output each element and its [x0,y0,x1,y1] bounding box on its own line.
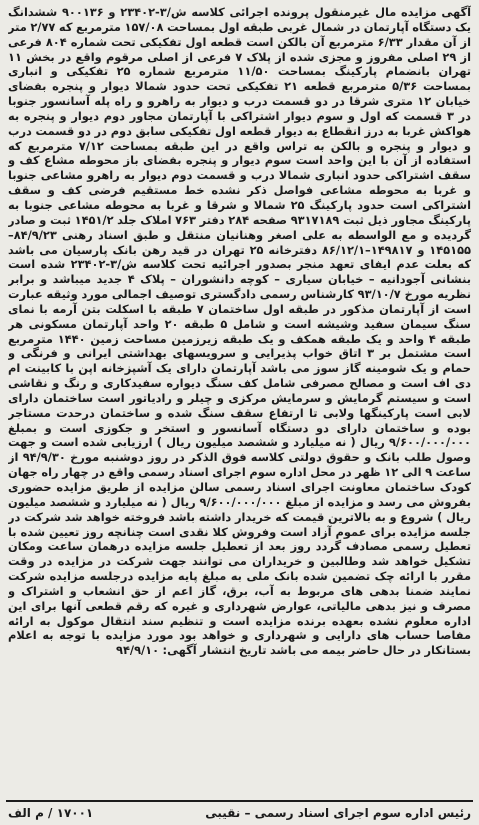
signer-name: رئیس اداره سوم اجرای اسناد رسمی – نقیبی [205,806,471,820]
footer-divider [6,800,473,802]
publication-code: ۱۷۰۰۱ / م الف [8,806,94,820]
notice-footer [8,804,471,822]
auction-notice-text: آگهی مزایده مال غیرمنقول پرونده اجرائی کلاسه ش/۳-۲۳۴۰۲ و ۹۰۰۱۳۶ ششدانگ یک دستگاه آپارتمان در شمال غربی طبقه اول بمساحت ۱۵۷/۰۸ مترمربع که ۲/۷۷ متر از آن مقدار ۶/۳۳ مترمربع آن بالکن است قطعه اول تفکیکی تحت شماره ۸۰۴ فرعی از ۲۹ اصلی مفروز و مجزی شده از پلاک ۷ فرعی از اصلی مرقوم واقع در بخش ۱۱ تهران بانضمام پارکینگ بمساحت ۱۱/۵۰ مترمربع شماره ۲۵ تفکیکی و انباری بمساحت ۵/۳۶ مترمربع قطعه ۲۱ تفکیکی تحت حدود شمالا دیوار و پنجره بفضای خیابان ۱۲ متری شرقا در دو قسمت درب و دیوار به راهرو و راه پله آسانسور جنوبا در ۳ قسمت که اول و سوم دیوار اشتراکی با آپارتمان مجاور دوم دیوار و پنجره به هواکش غربا به درز انقطاع به دیوار قطعه اول تفکیکی سابق دوم در دو قسمت درب و دیوار و پنجره و بالکن به تراس واقع در این طبقه بمساحت ۷/۱۲ مترمربع که استفاده از آن با این واحد است سوم دیوار و پنجره بفضای باز محوطه مشاع کف و سقف اشتراکی حدود انباری شمالا درب و قسمت دوم دیوار به راهرو مشاعی جنوبا و غربا به محوطه مشاعی فواصل ذکر نشده خط مستقیم فرضی کف و سقف اشتراکی است حدود پارکینگ ۲۵ شمالا و شرقا و غربا به محوطه مشاعی جنوبا به پارکینگ مجاور ذیل ثبت ۹۳۱۷۱۸۹ صفحه ۲۸۴ دفتر ۷۶۳ املاک جلد ۱۴۵۱/۲ ثبت و صادر گردیده و مع الواسطه به علی اصغر وهنانیان منتقل و طبق اسناد رهنی ۸۴/۹/۲۳–۱۴۵۱۵۵ و ۱۴۹۸۱۷–۸۶/۱۲/۱ دفترخانه ۲۵ تهران در قید رهن بانک پارسیان می باشد که بعلت عدم ایفای تعهد منجر بصدور اجرائیه تحت کلاسه ش/۳-۲۳۴۰۲ شده است بنشانی آجودانیه – خیابان سیاری – کوچه دانشوران – پلاک ۴ جدید میباشد و برابر نظریه مورخ ۹۳/۱۰/۷ کارشناس رسمی دادگستری توصیف اجمالی مورد وثیقه عبارت است از آپارتمان مذکور در طبقه اول ساختمان ۷ طبقه با اسکلت بتن آرمه با نمای سنگ سیمان سفید وشیشه است و شامل ۵ طبقه ۲۰ واحد آپارتمان مسکونی هر طبقه ۴ واحد و یک طبقه همکف و یک طبقه زیرزمین مساحت زمین ۱۴۴۰ مترمربع است مشتمل بر ۳ اتاق خواب پذیرایی و سرویسهای بهداشتی ایرانی و فرنگی و حمام و یک شومینه گاز سوز می باشد آپارتمان دارای یک آشپزخانه اپن با کابینت ام دی اف است و مصالح مصرفی شامل کف سنگ دیواره سفیدکاری و رنگ و نقاشی است و سیستم گرمایش و سرمایش مرکزی و چیلر و رادیاتور است ساختمان دارای لابی است پارکینگها ولابی تا ارتفاع سقف سنگ شده و ساختمان درحدت مستاجر بوده و ساختمان دارای دو دستگاه آسانسور و استخر و جکوزی است و بمبلغ ۹/۶۰۰/۰۰۰/۰۰۰ ریال ( نه میلیارد و ششصد میلیون ریال ) ارزیابی شده است و جهت وصول طلب بانک و حقوق دولتی کلاسه فوق الذکر در روز دوشنبه مورخ ۹۴/۹/۳۰ از ساعت ۹ الی ۱۲ ظهر در محل اداره سوم اجرای اسناد رسمی واقع در چهار راه جهان کودک ساختمان معاونت اجرای اسناد رسمی سالن مزایده از طریق مزایده حضوری بفروش می رسد و مزایده از مبلغ ۹/۶۰۰/۰۰۰/۰۰۰ ریال ( نه میلیارد و ششصد میلیون ریال ) شروع و به بالاترین قیمت که خریدار داشته باشد فروخته خواهد شد شرکت در جلسه مزایده برای عموم آزاد است وفروش کلا نقدی است چنانچه روز تعیین شده با تعطیل رسمی مصادف گردد روز بعد از تعطیل جلسه مزایده درهمان ساعت ومکان تشکیل خواهد شد وطالبین و خریداران می توانند جهت شرکت در مزایده در وقت مقرر با ارائه چک تضمین شده بانک ملی به مبلغ پایه مزایده درجلسه مزایده شرکت نمایند ضمنا بدهی های مربوط به آب، برق، گاز اعم از حق انشعاب و اشتراک و مصرف و نیز بدهی مالیاتی، عوارض شهرداری و غیره که رقم قطعی آنها برای این اداره معلوم نشده بعهده برنده مزایده است و تنظیم سند انتقال موکول به ارائه مفاصا حساب های دارایی و شهرداری و خواهد بود مورد مزایده با توجه به اعلام بستانکار در حال حاضر بیمه می باشد تاریخ انتشار آگهی: ۹۴/۹/۱۰ [8,5,471,658]
